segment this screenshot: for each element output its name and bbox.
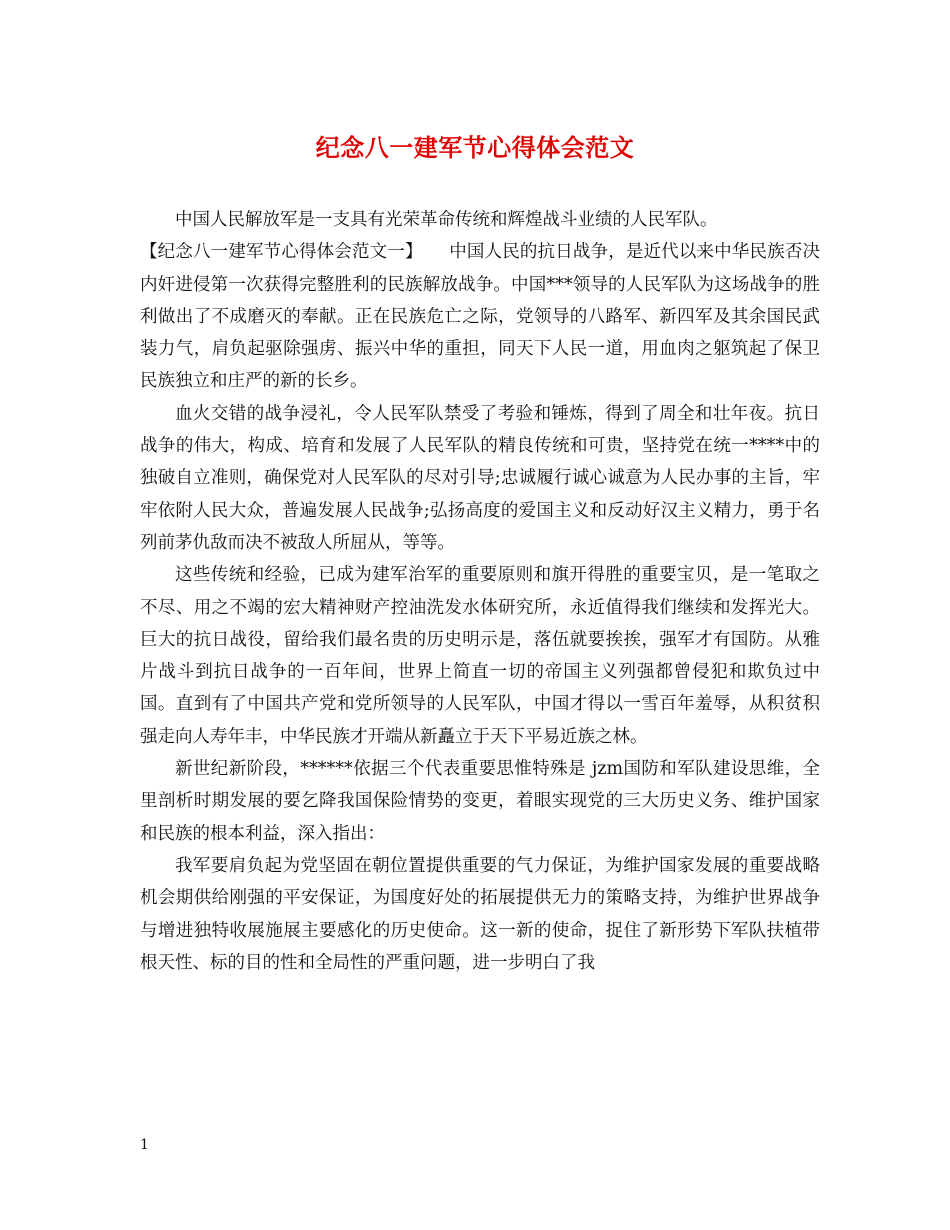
paragraph-5: 新世纪新阶段，******依据三个代表重要思惟特殊是 jzm国防和军队建设思维，全里剖析时期发展的要乞降我国保险情势的变更，着眼实现党的三大历史义务、维护国家和民族的根本利益，深入指出：	[140, 759, 820, 844]
paragraph-2: 【纪念八一建军节心得体会范文一】 中国人民的抗日战争，是近代以来中华民族否决内奸进侵第一次获得完整胜利的民族解放战争。中国***领导的人民军队为这场战争的胜利做出了不成磨灭的奉献。正在民族危亡之际，党领导的八路军、新四军及其余国民武装力气，肩负起驱除强虏、振兴中华的重担，同天下人民一道，用血肉之躯筑起了保卫民族独立和庄严的新的长乡。	[140, 242, 820, 392]
document-title: 纪念八一建军节心得体会范文	[315, 133, 635, 162]
paragraph-3: 血火交错的战争浸礼，令人民军队禁受了考验和锤炼，得到了周全和壮年夜。抗日战争的伟大，构成、培育和发展了人民军队的精良传统和可贵，坚持党在统一****中的独破自立准则，确保党对人民军队的尽对引导;忠诚履行诚心诚意为人民办事的主旨，牢牢依附人民大众，普遍发展人民战争;弘扬高度的爱国主义和反动好汉主义精力，勇于名列前茅仇敌而决不被敌人所屈从，等等。	[140, 403, 820, 553]
paragraph-1: 中国人民解放军是一支具有光荣革命传统和辉煌战斗业绩的人民军队。	[175, 210, 718, 230]
paragraph-4: 这些传统和经验，已成为建军治军的重要原则和旗开得胜的重要宝贝，是一笔取之不尽、用之不竭的宏大精神财产控油洗发水体研究所，永近值得我们继续和发挥光大。巨大的抗日战役，留给我们最名贵的历史明示是，落伍就要挨挨，强军才有国防。从雅片战斗到抗日战争的一百年间，世界上简直一切的帝国主义列强都曾侵犯和欺负过中国。直到有了中国共产党和党所领导的人民军队，中国才得以一雪百年羞辱，从积贫积强走向人寿年丰，中华民族才开端从新矗立于天下平易近族之林。	[140, 565, 820, 747]
document-body	[140, 204, 820, 979]
paragraph-6: 我军要肩负起为党坚固在朝位置提供重要的气力保证，为维护国家发展的重要战略机会期供给刚强的平安保证，为国度好处的拓展提供无力的策略支持，为维护世界战争与增进独特收展施展主要感化的历史使命。这一新的使命，捉住了新形势下军队扶植带根天性、标的目的性和全局性的严重问题，进一步明白了我	[140, 855, 820, 973]
page-number: 1	[140, 1137, 149, 1153]
